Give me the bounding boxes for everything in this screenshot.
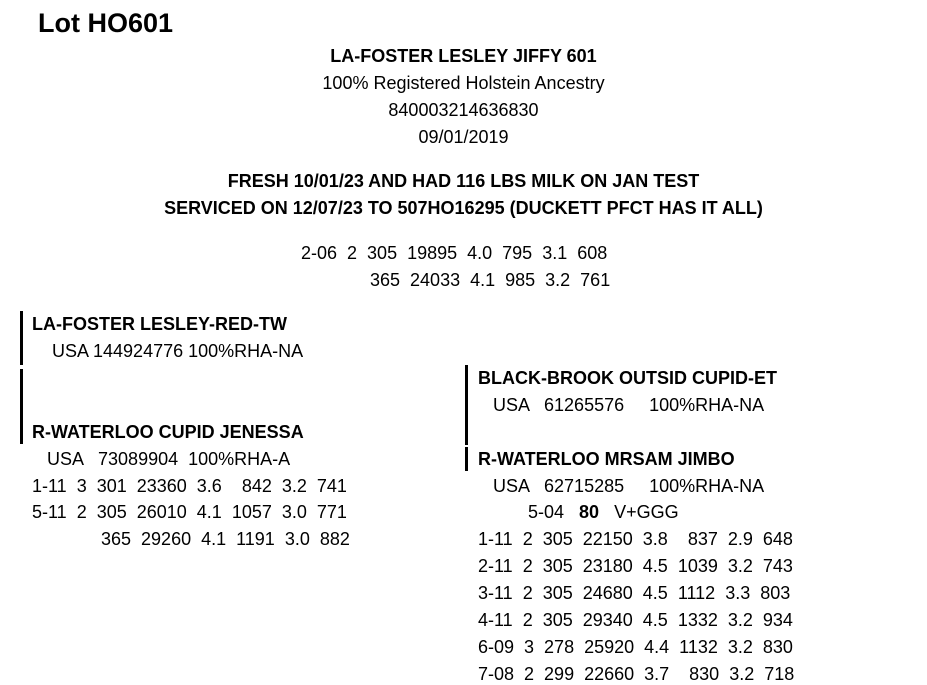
animal-record-row-1: 2-06 2 305 19895 4.0 795 3.1 608 [301,243,608,263]
maternal-granddam-record-row: 4-11 2 305 29340 4.5 1332 3.2 934 [478,610,793,630]
service-note: SERVICED ON 12/07/23 TO 507HO16295 (DUCKETT PFCT HAS IT ALL) [164,198,763,218]
maternal-grandsire-bracket [465,365,468,445]
maternal-granddam-record-row: 2-11 2 305 23180 4.5 1039 3.2 743 [478,556,793,576]
maternal-granddam-registration: USA 62715285 100%RHA-NA [493,476,765,496]
maternal-granddam-record-row: 3-11 2 305 24680 4.5 1112 3.3 803 [478,583,791,603]
classification-age: 5-04 [528,502,565,522]
maternal-grandsire-registration: USA 61265576 100%RHA-NA [493,395,765,415]
maternal-granddam-bracket [465,447,468,471]
animal-id: 840003214636830 [388,100,539,120]
classification-score: 80 [579,502,600,522]
dam-record-row: 1-11 3 301 23360 3.6 842 3.2 741 [32,476,347,496]
animal-record-row-2: 365 24033 4.1 985 3.2 761 [370,270,611,290]
animal-name: LA-FOSTER LESLEY JIFFY 601 [330,46,597,66]
maternal-granddam-name: R-WATERLOO MRSAM JIMBO [478,449,735,469]
dam-name: R-WATERLOO CUPID JENESSA [32,422,304,442]
sire-name: LA-FOSTER LESLEY-RED-TW [32,314,287,334]
maternal-granddam-record-row: 1-11 2 305 22150 3.8 837 2.9 648 [478,529,793,549]
classification [528,503,679,521]
maternal-granddam-record-row: 7-08 2 299 22660 3.7 830 3.2 718 [478,664,795,684]
dam-registration: USA 73089904 100%RHA-A [47,449,291,469]
dam-record-row: 5-11 2 305 26010 4.1 1057 3.0 771 [32,502,347,522]
maternal-grandsire-name: BLACK-BROOK OUTSID CUPID-ET [478,368,777,388]
animal-ancestry: 100% Registered Holstein Ancestry [322,73,605,93]
dam-record-row: 365 29260 4.1 1191 3.0 882 [101,529,350,549]
lot-number: Lot HO601 [38,8,174,38]
sire-bracket [20,311,23,365]
dam-bracket [20,369,23,444]
animal-birth-date: 09/01/2019 [418,127,509,147]
sire-registration: USA 144924776 100%RHA-NA [52,341,304,361]
classification-grade: V+GGG [614,502,679,522]
fresh-note: FRESH 10/01/23 AND HAD 116 LBS MILK ON JAN TEST [227,171,700,191]
maternal-granddam-record-row: 6-09 3 278 25920 4.4 1132 3.2 830 [478,637,793,657]
